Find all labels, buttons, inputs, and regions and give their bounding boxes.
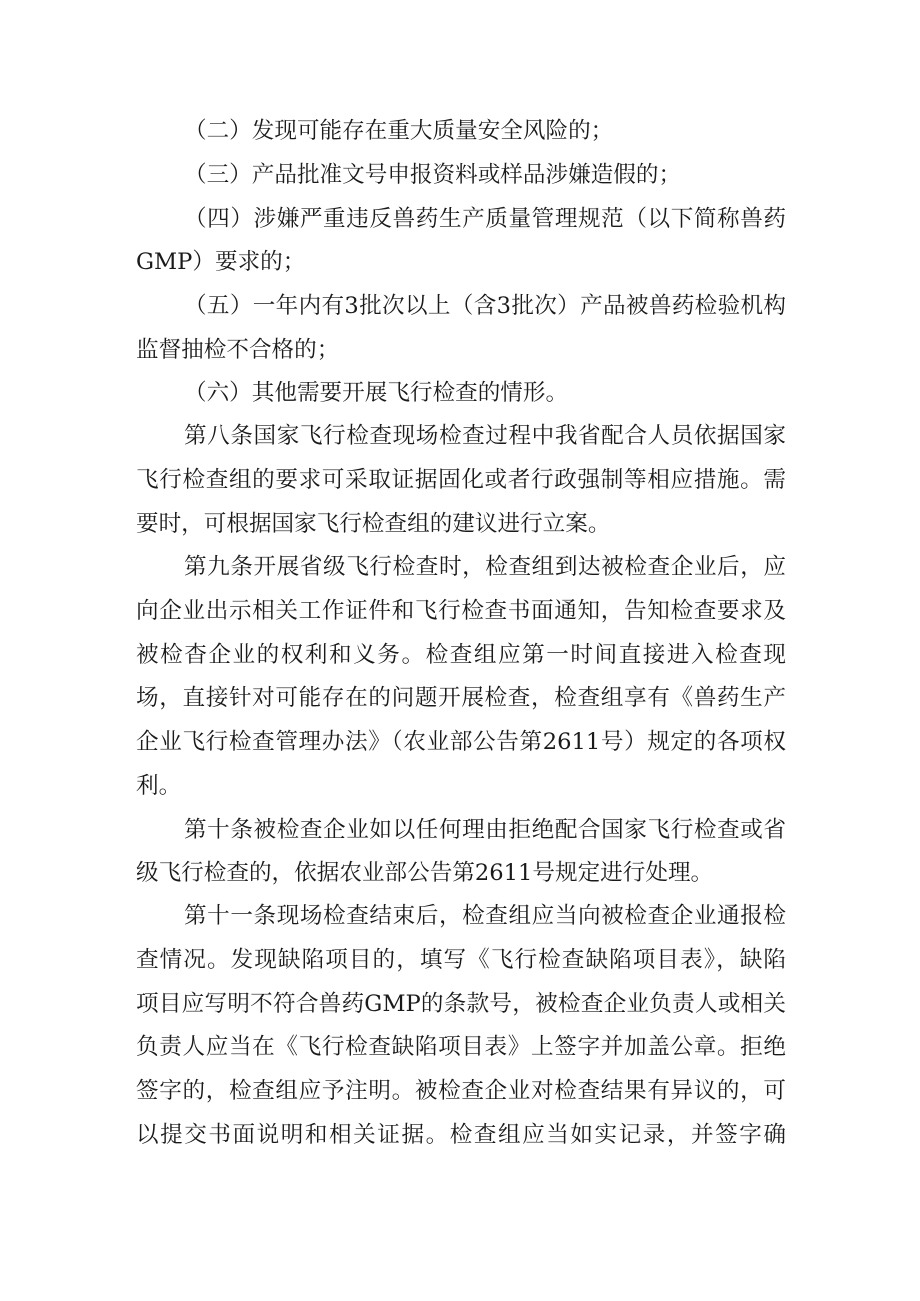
paragraph-line: 监督抽检不合格的； xyxy=(136,337,340,363)
paragraph-line: （六）其他需要开展飞行检查的情形。 xyxy=(184,380,569,406)
paragraph-line: 飞行检查组的要求可采取证据固化或者行政强制等相应措施。需 xyxy=(136,467,786,493)
paragraph-line: 第十一条现场检查结束后，检查组应当向被检查企业通报检 xyxy=(184,903,786,929)
paragraph-line: （四）涉嫌严重违反兽药生产质量管理规范（以下简称兽药 xyxy=(184,206,786,232)
paragraph-line: 负责人应当在《飞行检查缺陷项目表》上签字并加盖公章。拒绝 xyxy=(136,1034,786,1060)
paragraph-line: 场，直接针对可能存在的问题开展检查，检查组享有《兽药生产 xyxy=(136,685,786,711)
paragraph-line: 级飞行检查的，依据农业部公告第2611号规定进行处理。 xyxy=(136,860,714,886)
paragraph-line: 第十条被检查企业如以任何理由拒绝配合国家飞行检查或省 xyxy=(184,817,786,843)
paragraph-line: 第八条国家飞行检查现场检查过程中我省配合人员依据国家 xyxy=(184,423,786,449)
paragraph-line: 项目应写明不符合兽药GMP的条款号，被检查企业负责人或相关 xyxy=(136,991,786,1017)
paragraph-line: 利。 xyxy=(136,773,182,799)
paragraph-line: （三）产品批准文号申报资料或样品涉嫌造假的； xyxy=(184,162,682,188)
paragraph-line: 以提交书面说明和相关证据。检查组应当如实记录，并签字确 xyxy=(136,1122,786,1148)
paragraph-line: GMP）要求的； xyxy=(136,249,306,275)
paragraph-line: 查情况。发现缺陷项目的，填写《飞行检查缺陷项目表》，缺陷 xyxy=(136,947,786,973)
paragraph-line: （五）一年内有3批次以上（含3批次）产品被兽药检验机构 xyxy=(184,293,786,319)
paragraph-line: 企业飞行检查管理办法》（农业部公告第2611号）规定的各项权 xyxy=(136,729,786,755)
paragraph-line: 签字的，检查组应予注明。被检查企业对检查结果有异议的，可 xyxy=(136,1078,786,1104)
paragraph-line: （二）发现可能存在重大质量安全风险的； xyxy=(184,118,614,144)
paragraph-line: 向企业出示相关工作证件和飞行检查书面通知，告知检查要求及 xyxy=(136,598,786,624)
paragraph-line: 要时，可根据国家飞行检查组的建议进行立案。 xyxy=(136,511,611,537)
paragraph-line: 被检杳企业的权利和义务。检查组应第一时间直接进入检查现 xyxy=(136,642,786,668)
paragraph-line: 第九条开展省级飞行检查时，检查组到达被检查企业后，应 xyxy=(184,554,786,580)
